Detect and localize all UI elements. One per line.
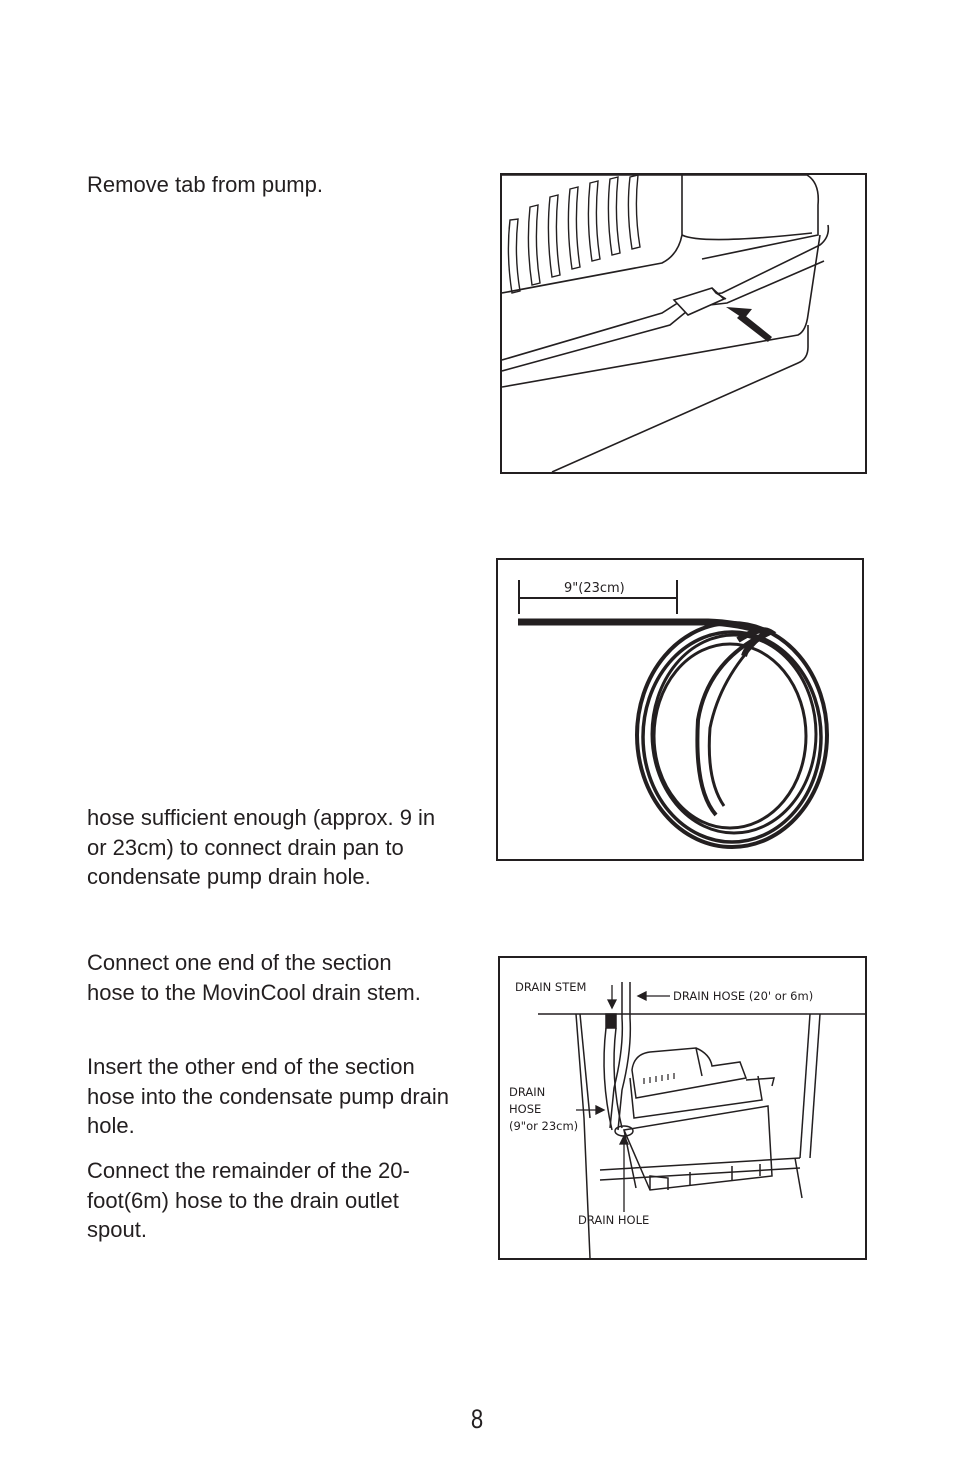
step-connect-stem: Connect one end of the section hose to the MovinCool drain stem. [87, 950, 421, 1005]
figure-hose-coil [496, 558, 864, 861]
step-connect-remainder: Connect the remainder of the 20-foot(6m) hose to the drain outlet spout. [87, 1158, 410, 1242]
label-drain-hole: DRAIN HOLE [578, 1213, 650, 1227]
step-cut-hose: hose sufficient enough (approx. 9 in or 23cm) to connect drain pan to condensate pump drain hole. [87, 805, 436, 889]
label-drain-hose-short-line2: HOSE [509, 1102, 542, 1116]
label-drain-stem: DRAIN STEM [515, 980, 587, 994]
label-drain-hose-short-line1: DRAIN [509, 1085, 546, 1099]
label-drain-hose-main: DRAIN HOSE (20' or 6m) [673, 989, 814, 1003]
hose-length-label: 9"(23cm) [564, 581, 625, 596]
label-drain-hose-short-line3: (9"or 23cm) [509, 1119, 579, 1133]
figure-pump-tab [500, 173, 867, 474]
page-number: 8 [470, 1404, 484, 1434]
figure-pump-diagram [498, 956, 867, 1260]
step-remove-tab: Remove tab from pump. [87, 172, 323, 197]
step-insert-hose: Insert the other end of the section hose into the condensate pump drain hole. [87, 1054, 450, 1138]
